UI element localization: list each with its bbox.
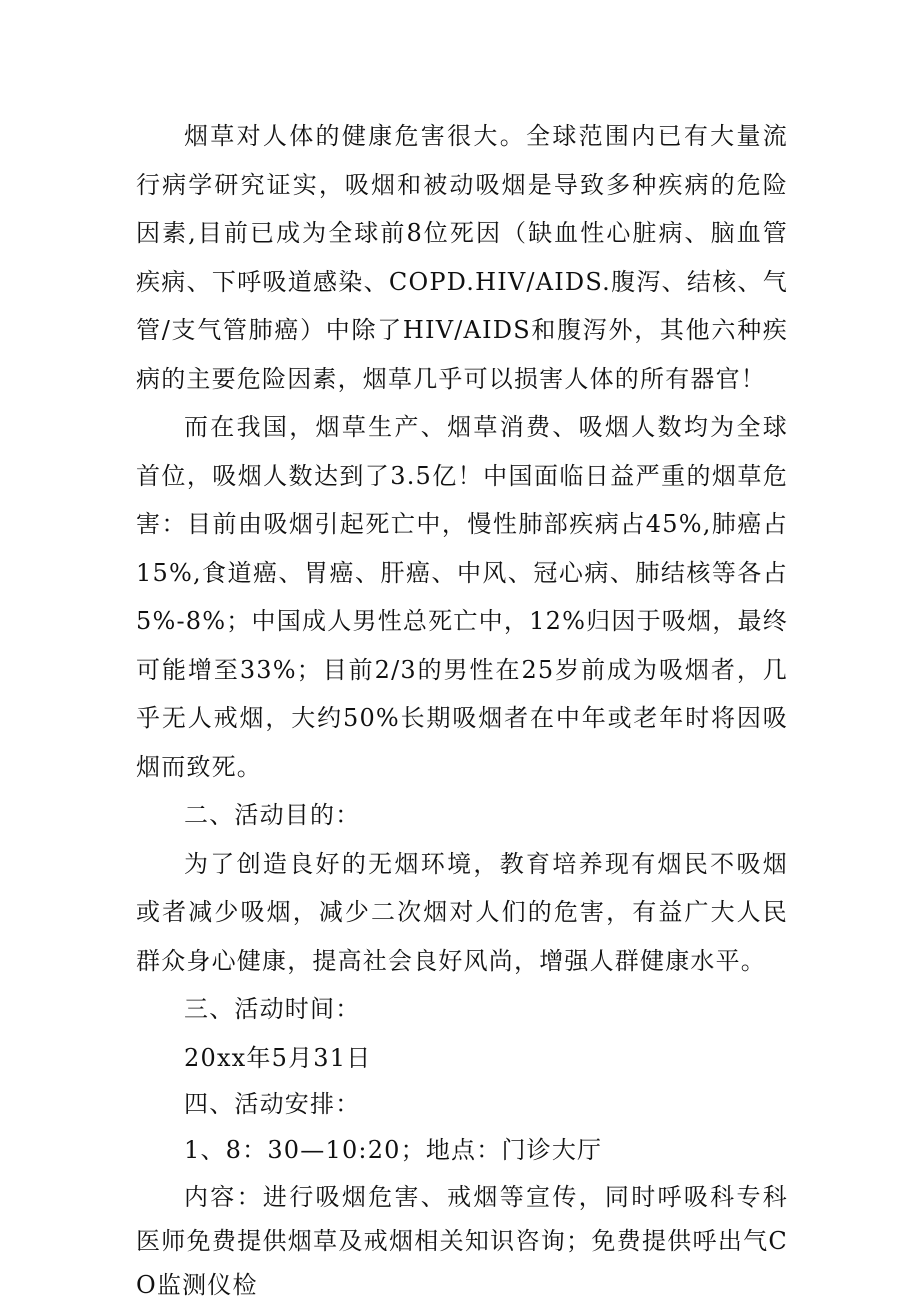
paragraph-arrangement-content: 内容：进行吸烟危害、戒烟等宣传，同时呼吸科专科医师免费提供烟草及戒烟相关知识咨询；免费提供呼出气CO监测仪检: [136, 1182, 788, 1299]
paragraph-activity-purpose: 为了创造良好的无烟环境，教育培养现有烟民不吸烟或者减少吸烟，减少二次烟对人们的危害，有益广大人民群众身心健康，提高社会良好风尚，增强人群健康水平。: [136, 849, 788, 975]
arrangement-time-location: 1、8：30—10:20；地点：门诊大厅: [184, 1136, 603, 1164]
activity-date: 20xx年5月31日: [184, 1043, 372, 1072]
document-body: [136, 112, 788, 1307]
heading-activity-purpose: 二、活动目的：: [184, 801, 361, 829]
heading-activity-time: 三、活动时间：: [184, 995, 361, 1023]
paragraph-tobacco-harm: 烟草对人体的健康危害很大。全球范围内已有大量流行病学研究证实，吸烟和被动吸烟是导致多种疾病的危险因素,目前已成为全球前8位死因（缺血性心脏病、脑血管疾病、下呼吸道感染、COPD.HIV/AIDS.腹泻、结核、气管/支气管肺癌）中除了HIV/AIDS和腹泻外，其他六种疾病的主要危险因素，烟草几乎可以损害人体的所有器官！: [136, 122, 788, 393]
paragraph-china-smoking: 而在我国，烟草生产、烟草消费、吸烟人数均为全球首位，吸烟人数达到了3.5亿！中国面临日益严重的烟草危害：目前由吸烟引起死亡中，慢性肺部疾病占45%,肺癌占15%,食道癌、胃癌、肝癌、中风、冠心病、肺结核等各占5%-8%；中国成人男性总死亡中，12%归因于吸烟，最终可能增至33%；目前2/3的男性在25岁前成为吸烟者，几乎无人戒烟，大约50%长期吸烟者在中年或老年时将因吸烟而致死。: [136, 413, 788, 781]
heading-activity-arrangement: 四、活动安排：: [184, 1090, 361, 1118]
